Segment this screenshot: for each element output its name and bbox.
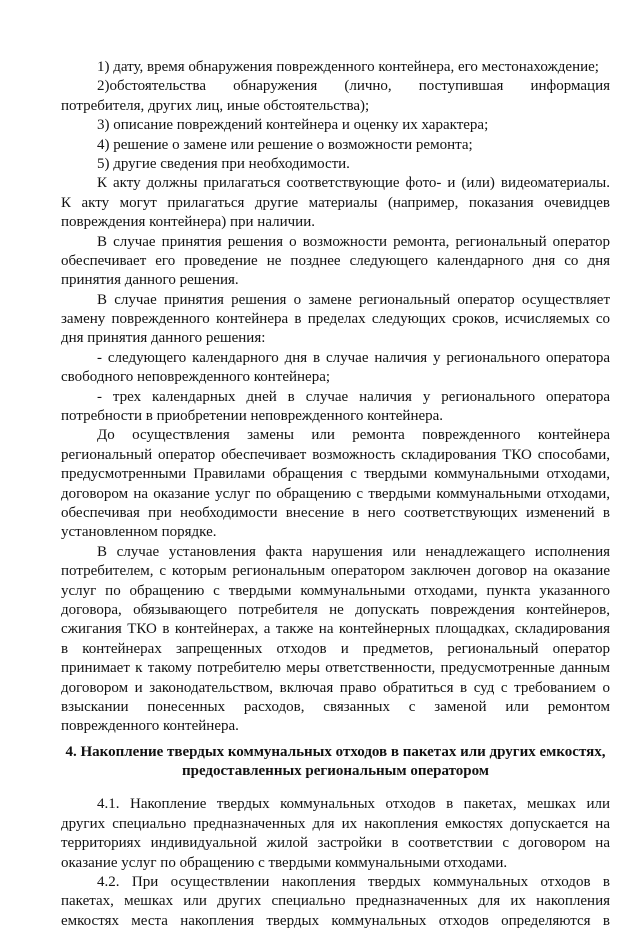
- list-item-continuation: потребности в приобретении неповрежденного контейнера.: [61, 408, 444, 425]
- paragraph-line: договором на оказание услуг по обращению с твердыми коммунальными отходами,: [61, 485, 610, 502]
- paragraph-4-2: [61, 873, 610, 931]
- paragraph-line: в контейнерах запрещенных отходов и предметов, региональный оператор: [61, 640, 610, 657]
- paragraph-storage: [61, 426, 610, 542]
- paragraph-line: 4.2. При осуществлении накопления твердых коммунальных отходов в: [97, 874, 610, 891]
- paragraph-line: услуг по обращению с твердыми коммунальными отходами, пункта указанного: [61, 582, 610, 599]
- paragraph-line: емкостях места накопления твердых коммунальных отходов определяются в: [61, 912, 610, 929]
- list-item-continuation: потребителя, других лиц, иные обстоятельства);: [61, 97, 370, 114]
- paragraph-repair: [61, 233, 610, 291]
- paragraph-line: поврежденного контейнера.: [61, 718, 239, 735]
- list-item: 2)обстоятельства обнаружения (лично, поступившая информация: [97, 78, 610, 95]
- paragraph-line: 4.1. Накопление твердых коммунальных отходов в пакетах, мешках или: [97, 796, 610, 813]
- paragraph-line: В случае установления факта нарушения или ненадлежащего исполнения: [97, 543, 610, 560]
- paragraph-line: других специально предназначенных для их накопления емкостях допускается на: [61, 815, 610, 832]
- paragraph-line: К акту могут прилагаться другие материалы (например, показания очевидцев: [61, 194, 610, 211]
- list-item: - трех календарных дней в случае наличия у регионального оператора: [97, 388, 610, 405]
- paragraph-line: оказание услуг по обращению с твердыми коммунальными отходами.: [61, 854, 508, 871]
- paragraph-line: принятия данного решения.: [61, 272, 239, 289]
- section-heading-line: предоставленных региональным оператором: [181, 763, 490, 780]
- paragraph-line: обеспечивая при необходимости внесение в него соответствующих изменений в: [61, 504, 610, 521]
- paragraph-line: региональный оператор обеспечивает возможность складирования ТКО способами,: [61, 446, 610, 463]
- paragraph-line: повреждения контейнера) при наличии.: [61, 214, 315, 231]
- paragraph-line: К акту должны прилагаться соответствующие фото- и (или) видеоматериалы.: [97, 175, 610, 192]
- paragraph-line: пакетах, мешках или других специально предназначенных для их накопления: [61, 893, 610, 910]
- paragraph-replacement: [61, 291, 610, 349]
- paragraph-line: До осуществления замены или ремонта поврежденного контейнера: [97, 427, 610, 444]
- paragraph-photo-materials: [61, 174, 610, 232]
- list-item: - следующего календарного дня в случае наличия у регионального оператора: [97, 349, 610, 366]
- list-item: 5) другие сведения при необходимости.: [97, 155, 350, 172]
- paragraph-line: принимает к такому потребителю меры ответственности, предусмотренные данным: [61, 660, 610, 677]
- list-item: 1) дату, время обнаружения поврежденного контейнера, его местонахождение;: [97, 59, 599, 75]
- paragraph-line: договора, обязывающего потребителя не допускать повреждения контейнеров,: [61, 601, 610, 618]
- paragraph-line: предусмотренными Правилами обращения с твердыми коммунальными отходами,: [61, 466, 610, 483]
- document-page: [61, 58, 610, 931]
- paragraph-line: потребителем, с которым региональным оператором заключен договор на оказание: [61, 563, 610, 580]
- paragraph-4-1: [61, 795, 610, 873]
- paragraph-line: сжигания ТКО в контейнерах, а также на контейнерных площадках, складирования: [61, 621, 610, 638]
- section-heading: [61, 743, 610, 782]
- paragraph-line: установленном порядке.: [61, 524, 217, 541]
- spacer: [61, 781, 610, 795]
- paragraph-line: взыскании понесенных расходов, связанных с заменой или ремонтом: [61, 698, 610, 715]
- paragraph-line: В случае принятия решения о замене региональный оператор осуществляет: [97, 291, 610, 308]
- requirements-list: [61, 58, 610, 174]
- paragraph-violation: [61, 543, 610, 737]
- list-item: 4) решение о замене или решение о возможности ремонта;: [97, 136, 473, 153]
- paragraph-line: дня принятия данного решения:: [61, 330, 266, 347]
- list-item-continuation: свободного неповрежденного контейнера;: [61, 369, 331, 386]
- list-item: 3) описание повреждений контейнера и оценку их характера;: [97, 117, 489, 134]
- paragraph-line: замену поврежденного контейнера в пределах следующих сроков, исчисляемых со: [61, 311, 610, 328]
- section-heading-line: 4. Накопление твердых коммунальных отходов в пакетах или других емкостях,: [65, 743, 606, 760]
- paragraph-line: территориях индивидуальной жилой застройки в соответствии с договором на: [61, 835, 610, 852]
- paragraph-line: обеспечивает его проведение не позднее следующего календарного дня со дня: [61, 252, 610, 269]
- replacement-terms-list: [61, 349, 610, 427]
- paragraph-line: В случае принятия решения о возможности ремонта, региональный оператор: [97, 233, 610, 250]
- paragraph-line: договором и законодательством, включая право обратиться в суд с требованием о: [61, 679, 610, 696]
